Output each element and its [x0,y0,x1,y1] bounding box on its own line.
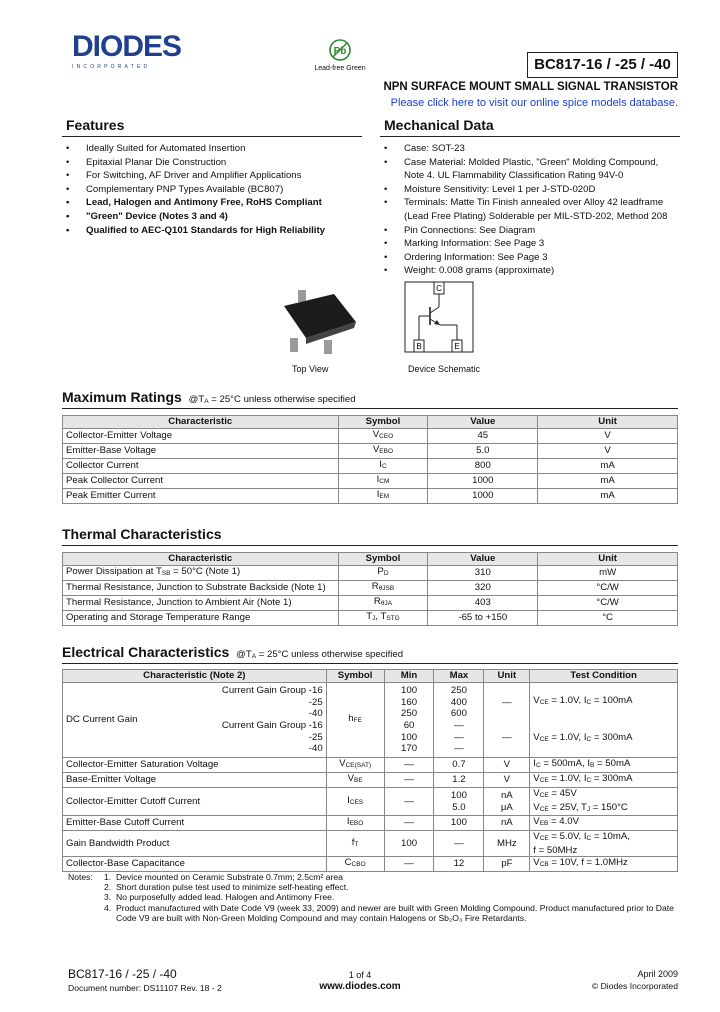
feature-item: • Ideally Suited for Automated Insertion [62,142,367,156]
max-ratings-heading [62,389,356,405]
mechanical-divider [380,136,680,137]
mechanical-list [380,142,680,278]
footer-copyright: © Diodes Incorporated [591,981,678,991]
electrical-table [62,669,678,872]
thermal-title: Thermal Characteristics [62,526,222,542]
footer-part-number: BC817-16 / -25 / -40 [68,967,177,981]
mechanical-item: • Ordering Information: See Page 3 [380,251,680,265]
table-header-row: Characteristic (Note 2) Symbol Min Max Unit Test Condition [63,670,678,683]
max-ratings-title: Maximum Ratings [62,389,182,405]
table-row: Thermal Resistance, Junction to Ambient Air (Note 1) $R_{\theta JA}$ 403 °C/W [63,596,678,611]
mechanical-item: • Marking Information: See Page 3 [380,237,680,251]
max-ratings-divider [62,408,678,409]
table-row: Collector-Emitter Voltage $V_{CEO}$ 45 V [63,429,678,444]
sot23-package-image [280,288,360,358]
note-item: 2. Short duration pulse test used to minimize self-heating effect. [104,882,349,893]
table-row: Operating and Storage Temperature Range $T_J$, $T_{STG}$ -65 to +150 °C [63,611,678,626]
electrical-title: Electrical Characteristics [62,644,230,660]
table-row: Peak Emitter Current $I_{EM}$ 1000 mA [63,489,678,504]
table-header-row: Characteristic Symbol Value Unit [63,553,678,566]
pin-c-label: C [436,284,442,293]
max-ratings-condition: $@T_A = 25^\circ C$ unless otherwise specified [188,394,356,405]
feature-item: • For Switching, AF Driver and Amplifier Applications [62,169,367,183]
mechanical-item: • Moisture Sensitivity: Level 1 per J-STD-020D [380,183,680,197]
features-title: Features [66,117,125,133]
pb-symbol-text: Pb [333,46,347,57]
mechanical-item: • Case Material: Molded Plastic, "Green" Molding Compound, Note 4. UL Flammability Classification Rating 94V-0 [380,156,680,183]
table-row: Base-Emitter Voltage $V_{BE}$ — 1.2 V $V_{CE} = 1.0V$, $I_C = 300mA$ [63,773,678,788]
mechanical-item: • Terminals: Matte Tin Finish annealed over Alloy 42 leadframe (Lead Free Plating) Solderable per MIL-STD-202, Method 208 [380,196,680,223]
notes-label: Notes: [68,872,93,882]
table-row: Peak Collector Current $I_{CM}$ 1000 mA [63,474,678,489]
note-item: 1. Device mounted on Ceramic Substrate 0.7mm; 2.5cm² area [104,872,343,882]
feature-item: • Complementary PNP Types Available (BC807) [62,183,367,197]
thermal-divider [62,545,678,546]
electrical-divider [62,663,678,664]
footer-document-number: Document number: DS11107 Rev. 18 - 2 [68,983,222,993]
features-list [62,142,367,237]
thermal-table [62,552,678,626]
feature-item: • Qualified to AEC-Q101 Standards for High Reliability [62,224,367,238]
top-view-caption: Top View [292,364,329,374]
footer-date: April 2009 [637,969,678,979]
table-row: Collector-Emitter Saturation Voltage $V_{CE(SAT)}$ — 0.7 V $I_C = 500mA$, $I_B = 50mA$ [63,758,678,773]
pin-e-label: E [454,342,460,351]
mechanical-item: • Pin Connections: See Diagram [380,224,680,238]
table-row: Emitter-Base Voltage $V_{EBO}$ 5.0 V [63,444,678,459]
table-row: Collector-Emitter Cutoff Current $I_{CES}$ — 100 5.0 nA μA $V_{CE} = 45V$ $V_{CE} = 25V$, $T_J = 150^\circ C$ [63,788,678,816]
mechanical-item: • Case: SOT-23 [380,142,680,156]
electrical-condition: $@T_A = 25^\circ C$ unless otherwise specified [236,649,404,660]
table-header-row: Characteristic Symbol Value Unit [63,416,678,429]
mechanical-item: • Weight: 0.008 grams (approximate) [380,264,680,278]
table-row: Thermal Resistance, Junction to Substrate Backside (Note 1) $R_{\theta JSB}$ 320 °C/W [63,581,678,596]
lead-free-badge [312,38,368,78]
note-item: 3. No purposefully added lead. Halogen and Antimony Free. [104,892,335,903]
table-row: DC Current Gain Current Gain Group -16 -25 -40 Current Gain Group -16 -25 -40 $h_{FE}$ 100 160 250 60 100 170 250 400 600 — — — — — $V_{CE} = 1.0V$, $I_C = 100mA$ $V_{CE} = 1.0V$, $I_C = 300mA$ [63,683,678,758]
part-number-box: BC817-16 / -25 / -40 [527,52,678,78]
feature-item: • Epitaxial Planar Die Construction [62,156,367,170]
electrical-heading [62,644,403,660]
device-schematic-caption: Device Schematic [408,364,481,374]
pin-b-label: B [416,342,422,351]
footer-website-link[interactable]: www.diodes.com [319,981,401,992]
mechanical-title: Mechanical Data [384,117,494,133]
features-divider [62,136,362,137]
table-row: Emitter-Base Cutoff Current $I_{EBO}$ — 100 nA $V_{EB} = 4.0V$ [63,816,678,831]
table-row: Collector Current $I_C$ 800 mA [63,459,678,474]
pb-free-icon [328,38,352,64]
notes-section [68,872,680,923]
lead-free-label: Lead-free Green [314,65,366,72]
spice-models-link[interactable]: Please click here to visit our online spice models database. [390,97,678,109]
table-row: Gain Bandwidth Product $f_T$ 100 — MHz $V_{CE} = 5.0V$, $I_C = 10mA$, f = 50MHz [63,831,678,857]
table-row: Power Dissipation at $T_{SB} = 50^\circ C$ (Note 1) $P_D$ 310 mW [63,566,678,581]
max-ratings-table [62,415,678,504]
feature-item: • Lead, Halogen and Antimony Free, RoHS Compliant [62,196,367,210]
diodes-logo [72,32,204,78]
page-subtitle: NPN SURFACE MOUNT SMALL SIGNAL TRANSISTOR [383,81,678,93]
device-schematic [404,281,474,353]
logo-text: DIODES [72,30,182,63]
table-row: Collector-Base Capacitance $C_{CBO}$ — 12 pF $V_{CB} = 10V$, f = 1.0MHz [63,857,678,872]
feature-item: • "Green" Device (Notes 3 and 4) [62,210,367,224]
logo-subtext: INCORPORATED [72,64,151,70]
footer-page-number: 1 of 4 [348,970,372,980]
note-item: 4. Product manufactured with Date Code V9 (week 33, 2009) and newer are built with Green Molding Compound. Product manufactured prior to Date Code V9 are built with Non-Green Molding Compound and may contain Halogens or Sb₂O₃ Fire Retardants. [104,902,674,923]
dc-gain-label: DC Current Gain [66,714,138,725]
